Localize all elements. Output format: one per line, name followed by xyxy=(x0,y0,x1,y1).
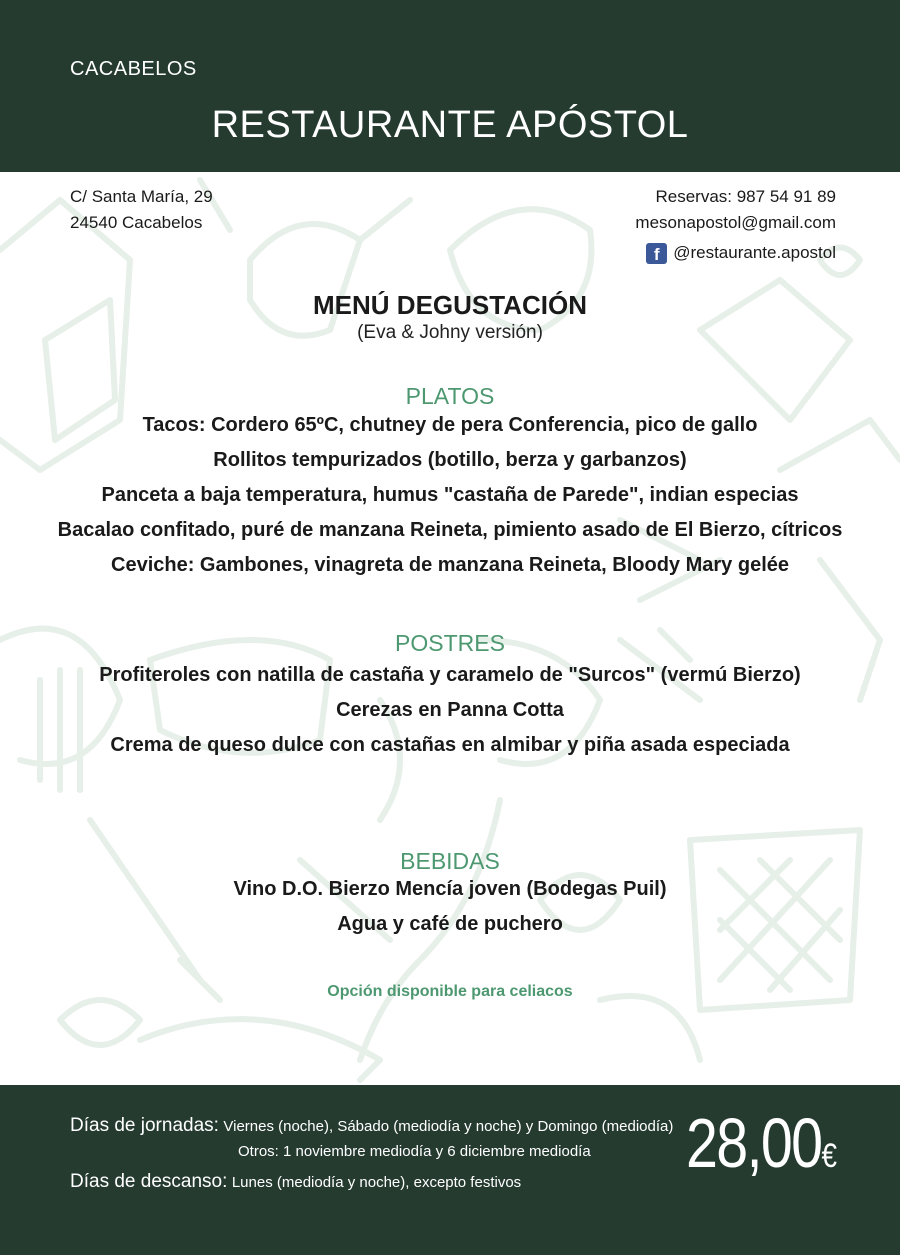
menu-item: Tacos: Cordero 65ºC, chutney de pera Conferencia, pico de gallo xyxy=(142,414,758,436)
menu-item: Bacalao confitado, puré de manzana Reineta, pimiento asado de El Bierzo, cítricos xyxy=(57,519,843,541)
address-city: 24540 Cacabelos xyxy=(70,213,203,232)
section-heading-postres: POSTRES xyxy=(395,630,505,656)
contact-block xyxy=(635,184,836,266)
menu-item: Panceta a baja temperatura, humus "castaña de Parede", indian especias xyxy=(101,484,799,506)
gluten-free-note: Opción disponible para celiacos xyxy=(327,983,573,1000)
price-amount: 28,00 xyxy=(686,1104,822,1182)
facebook-icon: f xyxy=(646,243,667,264)
menu-item: Rollitos tempurizados (botillo, berza y garbanzos) xyxy=(213,449,687,471)
menu-item: Cerezas en Panna Cotta xyxy=(336,699,564,721)
footer-banner xyxy=(0,1085,900,1255)
contact-email[interactable]: mesonapostol@gmail.com xyxy=(635,213,836,232)
address-block xyxy=(70,184,213,236)
closing-days xyxy=(70,1171,521,1193)
menu-item: Profiteroles con natilla de castaña y caramelo de "Surcos" (vermú Bierzo) xyxy=(99,664,801,686)
menu-subtitle: (Eva & Johny versión) xyxy=(357,322,543,343)
opening-days xyxy=(70,1115,673,1137)
menu-item: Agua y café de puchero xyxy=(337,913,563,935)
address-street: C/ Santa María, 29 xyxy=(70,187,213,206)
menu-item: Crema de queso dulce con castañas en almibar y piña asada especiada xyxy=(110,734,790,756)
section-heading-bebidas: BEBIDAS xyxy=(400,848,500,874)
opening-days-label: Días de jornadas: xyxy=(70,1115,219,1136)
restaurant-title: RESTAURANTE APÓSTOL xyxy=(211,104,689,146)
closing-days-label: Días de descanso: xyxy=(70,1171,228,1192)
town-name: CACABELOS xyxy=(70,58,197,80)
social-handle: @restaurante.apostol xyxy=(673,243,836,262)
opening-days-value: Viernes (noche), Sábado (mediodía y noche) y Domingo (mediodía) xyxy=(223,1118,674,1135)
reservation-phone[interactable]: Reservas: 987 54 91 89 xyxy=(655,187,836,206)
section-heading-platos: PLATOS xyxy=(405,383,495,409)
other-days: Otros: 1 noviembre mediodía y 6 diciembre mediodía xyxy=(238,1143,591,1160)
price-currency: € xyxy=(821,1137,837,1175)
header-banner xyxy=(0,0,900,172)
closing-days-value: Lunes (mediodía y noche), excepto festivos xyxy=(231,1174,522,1191)
social-link[interactable] xyxy=(635,240,836,266)
menu-price xyxy=(686,1103,837,1183)
menu-item: Vino D.O. Bierzo Mencía joven (Bodegas Puil) xyxy=(233,878,667,900)
menu-title: MENÚ DEGUSTACIÓN xyxy=(313,290,587,320)
menu-item: Ceviche: Gambones, vinagreta de manzana Reineta, Bloody Mary gelée xyxy=(111,554,789,576)
